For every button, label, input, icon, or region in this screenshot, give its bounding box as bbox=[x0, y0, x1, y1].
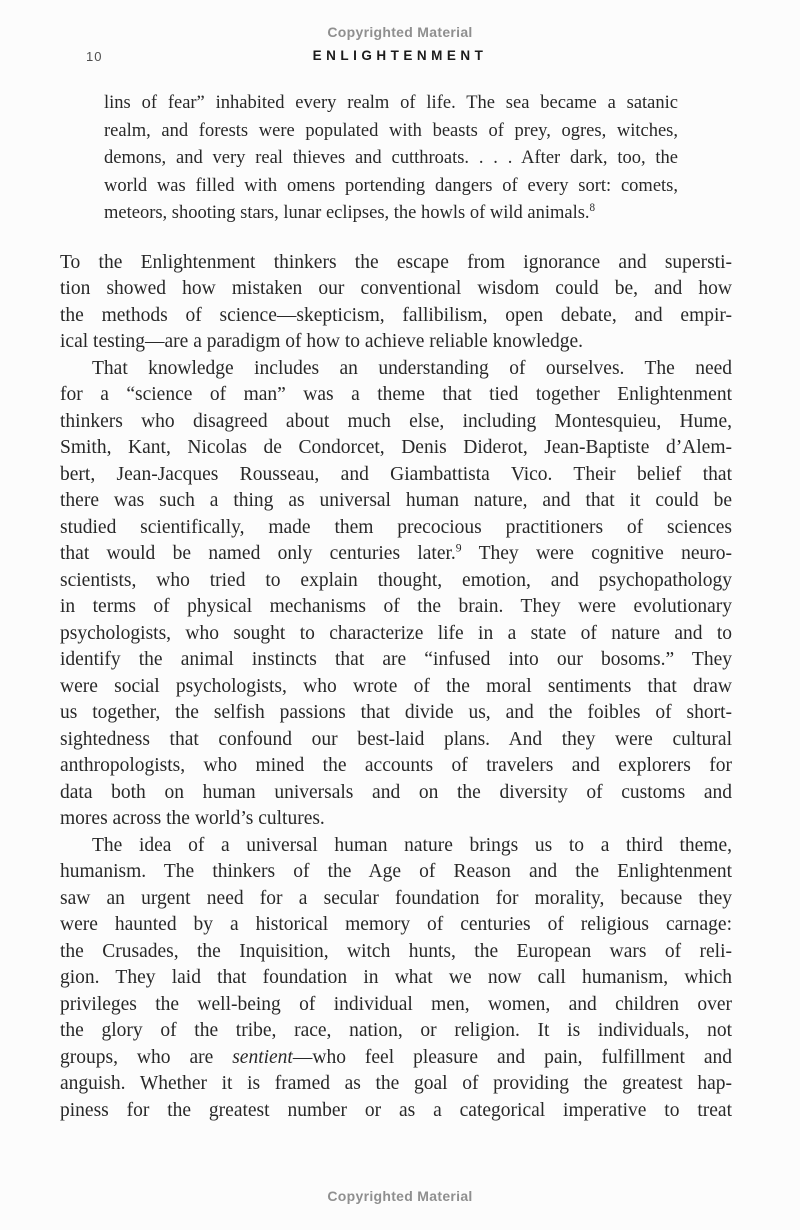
text-line: gion. They laid that foundation in what we now call humanism, which bbox=[60, 967, 732, 988]
text-line: the glory of the tribe, race, nation, or religion. It is individuals, not bbox=[60, 1020, 732, 1041]
page-number: 10 bbox=[86, 49, 103, 64]
text-line: that would be named only centuries later.$^9$ They were cognitive neuro- bbox=[60, 541, 732, 564]
text-line: To the Enlightenment thinkers the escape from ignorance and supersti- bbox=[60, 251, 732, 273]
text-line: saw an urgent need for a secular foundation for morality, because they bbox=[60, 887, 732, 909]
text-line: meteors, shooting stars, lunar eclipses, the howls of wild animals.$^8$ bbox=[104, 201, 596, 223]
text-line: humanism. The thinkers of the Age of Reason and the Enlightenment bbox=[60, 861, 732, 882]
text-line: privileges the well-being of individual men, women, and children over bbox=[60, 993, 732, 1015]
text-line: for a “science of man” was a theme that tied together Enlightenment bbox=[60, 384, 732, 405]
paragraph bbox=[60, 356, 732, 833]
copyright-notice-bottom: Copyrighted Material bbox=[327, 1188, 473, 1204]
text-line: ical testing—are a paradigm of how to achieve reliable knowledge. bbox=[60, 331, 584, 352]
text-line: lins of fear” inhabited every realm of life. The sea became a satanic bbox=[104, 93, 678, 113]
text-line: us together, the selfish passions that divide us, and the foibles of short- bbox=[60, 702, 732, 723]
text-line: scientists, who tried to explain thought, emotion, and psychopathology bbox=[60, 569, 732, 591]
text-line: the Crusades, the Inquisition, witch hunts, the European wars of reli- bbox=[60, 940, 732, 962]
running-title: ENLIGHTENMENT bbox=[312, 48, 488, 63]
copyright-notice-top: Copyrighted Material bbox=[327, 24, 473, 40]
paragraph bbox=[60, 250, 732, 356]
text-line: The idea of a universal human nature brings us to a third theme, bbox=[92, 834, 732, 856]
text-line: That knowledge includes an understanding of ourselves. The need bbox=[92, 357, 732, 379]
block-quote bbox=[104, 90, 678, 228]
text-line: in terms of physical mechanisms of the brain. They were evolutionary bbox=[60, 596, 732, 617]
text-column bbox=[60, 90, 732, 1124]
text-line: world was filled with omens portending dangers of every sort: comets, bbox=[104, 175, 678, 196]
text-line: realm, and forests were populated with beasts of prey, ogres, witches, bbox=[104, 120, 678, 141]
text-line: the methods of science—skepticism, fallibilism, open debate, and empir- bbox=[60, 304, 732, 326]
paragraph bbox=[60, 833, 732, 1125]
text-line: Smith, Kant, Nicolas de Condorcet, Denis Diderot, Jean-Baptiste d’Alem- bbox=[60, 437, 732, 458]
text-line: data both on human universals and on the diversity of customs and bbox=[60, 781, 732, 803]
text-line: bert, Jean-Jacques Rousseau, and Giambattista Vico. Their belief that bbox=[60, 463, 732, 485]
text-line: anthropologists, who mined the accounts of travelers and explorers for bbox=[60, 755, 732, 776]
text-line: identify the animal instincts that are “infused into our bosoms.” They bbox=[60, 649, 732, 670]
text-line: psychologists, who sought to characterize life in a state of nature and to bbox=[60, 622, 732, 644]
text-line: studied scientifically, made them precocious practitioners of sciences bbox=[60, 516, 732, 538]
text-line: were social psychologists, who wrote of the moral sentiments that draw bbox=[60, 675, 732, 697]
text-line: demons, and very real thieves and cutthroats. . . . After dark, too, the bbox=[104, 148, 678, 168]
text-line: mores across the world’s cultures. bbox=[60, 808, 325, 829]
text-line: thinkers who disagreed about much else, including Montesquieu, Hume, bbox=[60, 410, 732, 432]
text-line: there was such a thing as universal human nature, and that it could be bbox=[60, 490, 732, 511]
text-line: piness for the greatest number or as a categorical imperative to treat bbox=[60, 1099, 732, 1121]
text-line: were haunted by a historical memory of centuries of religious carnage: bbox=[60, 914, 732, 935]
text-line: sightedness that confound our best-laid plans. And they were cultural bbox=[60, 728, 732, 750]
text-line: tion showed how mistaken our conventional wisdom could be, and how bbox=[60, 278, 732, 299]
text-line: anguish. Whether it is framed as the goal of providing the greatest hap- bbox=[60, 1073, 732, 1094]
text-line: groups, who are sentient—who feel pleasure and pain, fulfillment and bbox=[60, 1046, 732, 1068]
page-header bbox=[0, 48, 800, 68]
